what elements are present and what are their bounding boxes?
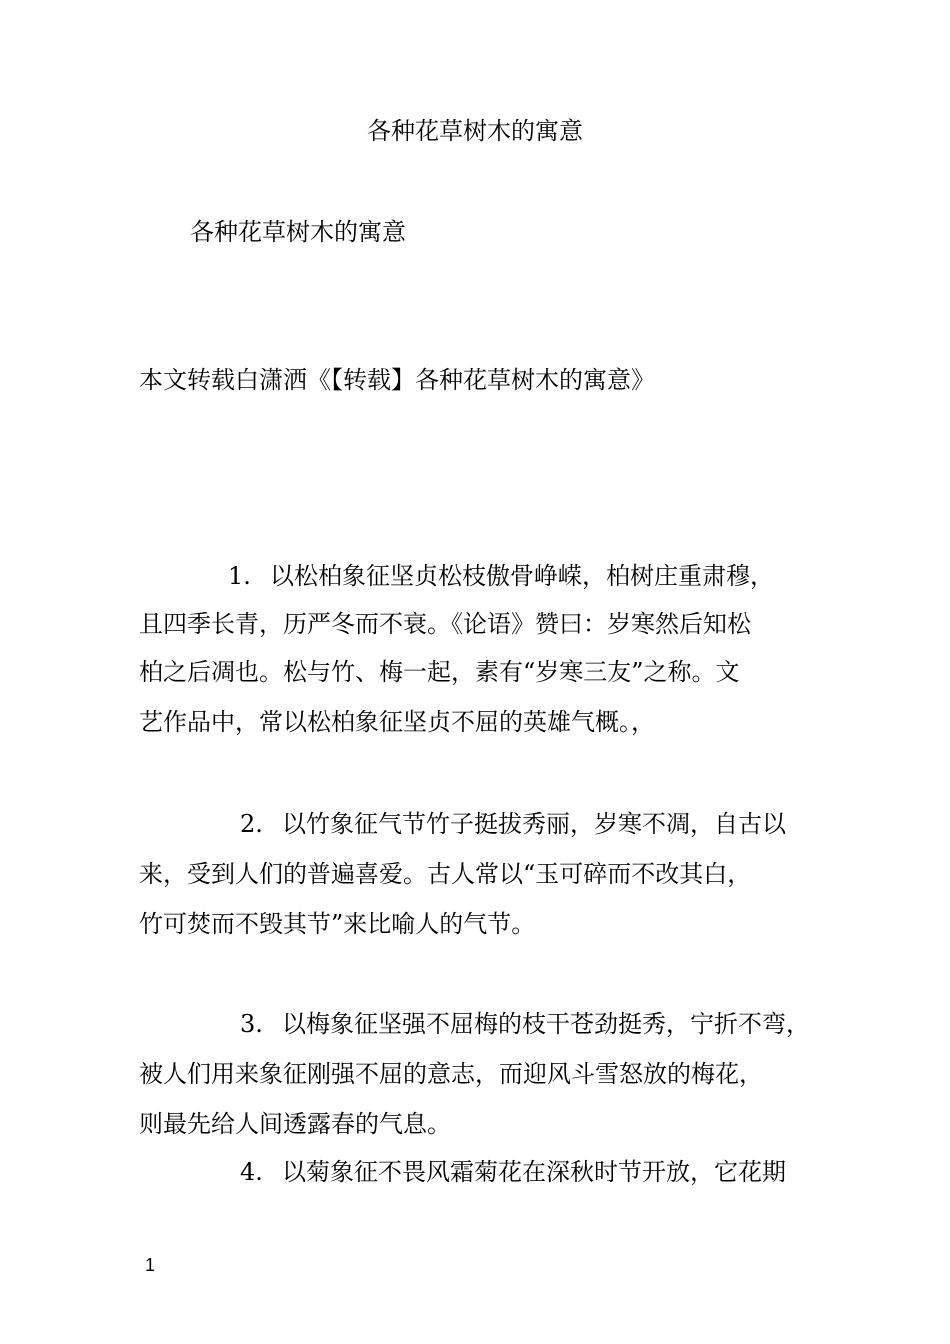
list-item-text: 以梅象征坚强不屈梅的枝干苍劲挺秀，宁折不弯， (282, 1010, 810, 1038)
list-item-line: 被人们用来象征刚强不屈的意志，而迎风斗雪怒放的梅花， (139, 1060, 763, 1088)
list-item-first-line (240, 810, 786, 839)
list-item-line: 竹可焚而不毁其节”来比喻人的气节。 (139, 910, 536, 938)
list-item-line: 来，受到人们的普遍喜爱。古人常以“玉可碎而不改其白， (139, 860, 752, 888)
document-title: 各种花草树木的寓意 (367, 117, 583, 145)
list-item-number: 1. (228, 562, 251, 590)
list-item-first-line (228, 562, 774, 591)
list-item-line: 则最先给人间透露春的气息。 (139, 1110, 451, 1138)
list-item-line: 艺作品中，常以松柏象征坚贞不屈的英雄气概。， (139, 708, 655, 736)
list-item-line: 柏之后凋也。松与竹、梅一起，素有“岁寒三友”之称。文 (139, 658, 740, 686)
list-item-number: 4. (240, 1158, 263, 1186)
page-number: 1 (145, 1255, 156, 1275)
list-item-first-line (240, 1010, 810, 1039)
list-item-text: 以竹象征气节竹子挺拔秀丽，岁寒不凋，自古以 (282, 810, 786, 838)
list-item-number: 2. (240, 810, 263, 838)
list-item-number: 3. (240, 1010, 263, 1038)
list-item-text: 以菊象征不畏风霜菊花在深秋时节开放，它花期 (282, 1158, 786, 1186)
list-item-line: 且四季长青，历严冬而不衰。《论语》赞曰：岁寒然后知松 (139, 610, 751, 638)
list-item-first-line (240, 1158, 786, 1187)
list-item-text: 以松柏象征坚贞松枝傲骨峥嵘，柏树庄重肃穆， (270, 562, 774, 590)
document-subtitle: 各种花草树木的寓意 (190, 218, 406, 246)
source-note: 本文转载白潇洒《【转载】各种花草树木的寓意》 (139, 366, 655, 394)
